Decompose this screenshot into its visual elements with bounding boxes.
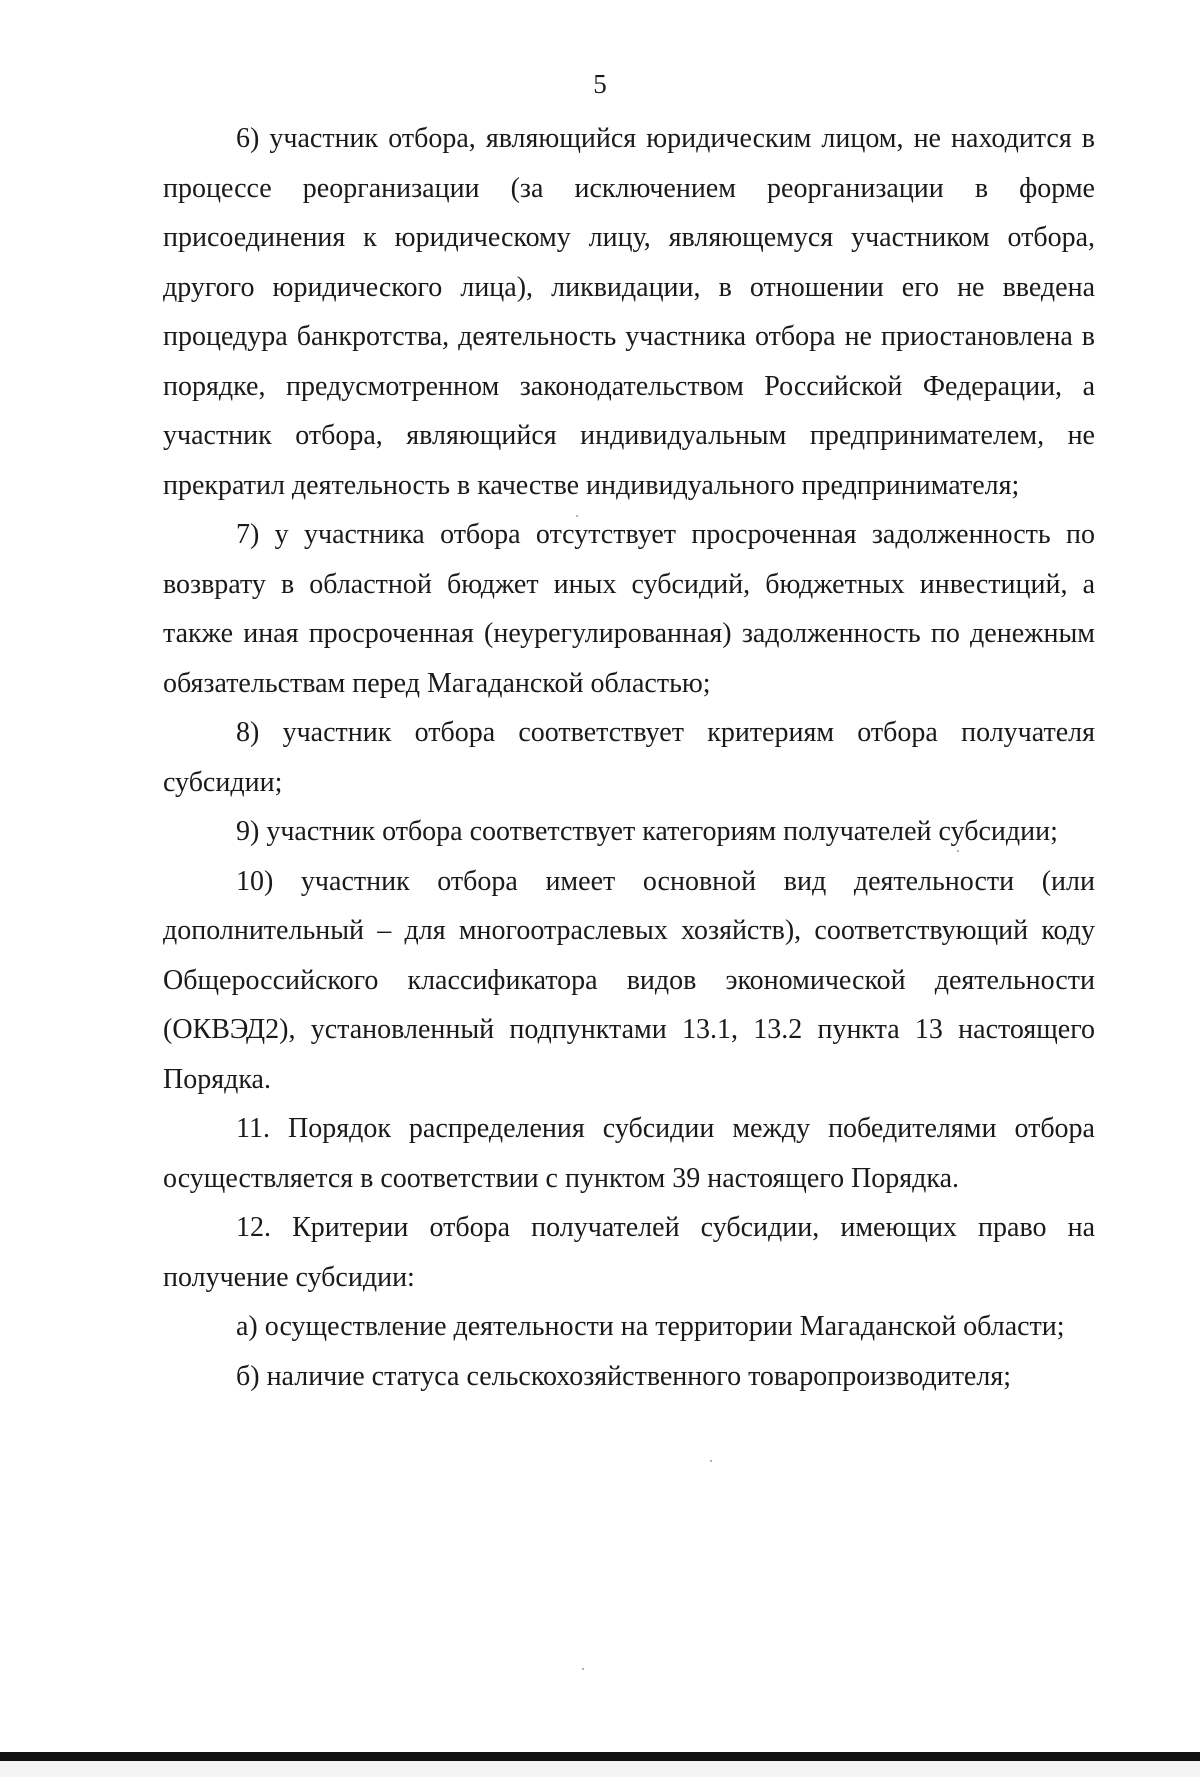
paragraph-item-8: 8) участник отбора соответствует критериям отбора получателя субсидии; xyxy=(163,717,1095,798)
scan-speck xyxy=(957,850,959,852)
paragraph-clause-11: 11. Порядок распределения субсидии между победителями отбора осуществляется в соответствии с пунктом 39 настоящего Порядка. xyxy=(163,1113,1095,1194)
scan-edge-rule xyxy=(0,1752,1200,1761)
page-number: 5 xyxy=(593,69,607,99)
paragraph-clause-12: 12. Критерии отбора получателей субсидии, имеющих право на получение субсидии: xyxy=(163,1212,1095,1293)
paragraph-item-10: 10) участник отбора имеет основной вид деятельности (или дополнительный – для многоотраслевых хозяйств), соответствующий коду Общероссийского классификатора видов экономической деятельности (ОКВЭД2), установленный подпунктами 13.1, 13.2 пункта 13 настоящего Порядка. xyxy=(163,865,1095,1095)
paragraph-item-6: 6) участник отбора, являющийся юридическим лицом, не находится в процессе реорганизации (за исключением реорганизации в форме присоединения к юридическому лицу, являющемуся участником отбора, другого юридического лица), ликвидации, в отношении его не введена процедура банкротства, деятельность участника отбора не приостановлена в порядке, предусмотренном законодательством Российской Федерации, а участник отбора, являющийся индивидуальным предпринимателем, не прекратил деятельность в качестве индивидуального предпринимателя; xyxy=(163,123,1095,501)
paragraph-item-9: 9) участник отбора соответствует категориям получателей субсидии; xyxy=(236,816,1058,847)
paragraph-criterion-b: б) наличие статуса сельскохозяйственного товаропроизводителя; xyxy=(236,1360,1011,1392)
scan-speck xyxy=(710,1460,712,1462)
scan-edge-shadow xyxy=(0,1761,1200,1777)
paragraph-item-7: 7) у участника отбора отсутствует просроченная задолженность по возврату в областной бюджет иных субсидий, бюджетных инвестиций, а также иная просроченная (неурегулированная) задолженность по денежным обязательствам перед Магаданской областью; xyxy=(163,519,1095,699)
scan-speck xyxy=(582,1668,584,1670)
scan-speck xyxy=(576,515,578,517)
paragraph-criterion-a: а) осуществление деятельности на территории Магаданской области; xyxy=(236,1311,1065,1342)
document-body xyxy=(163,114,1095,1401)
